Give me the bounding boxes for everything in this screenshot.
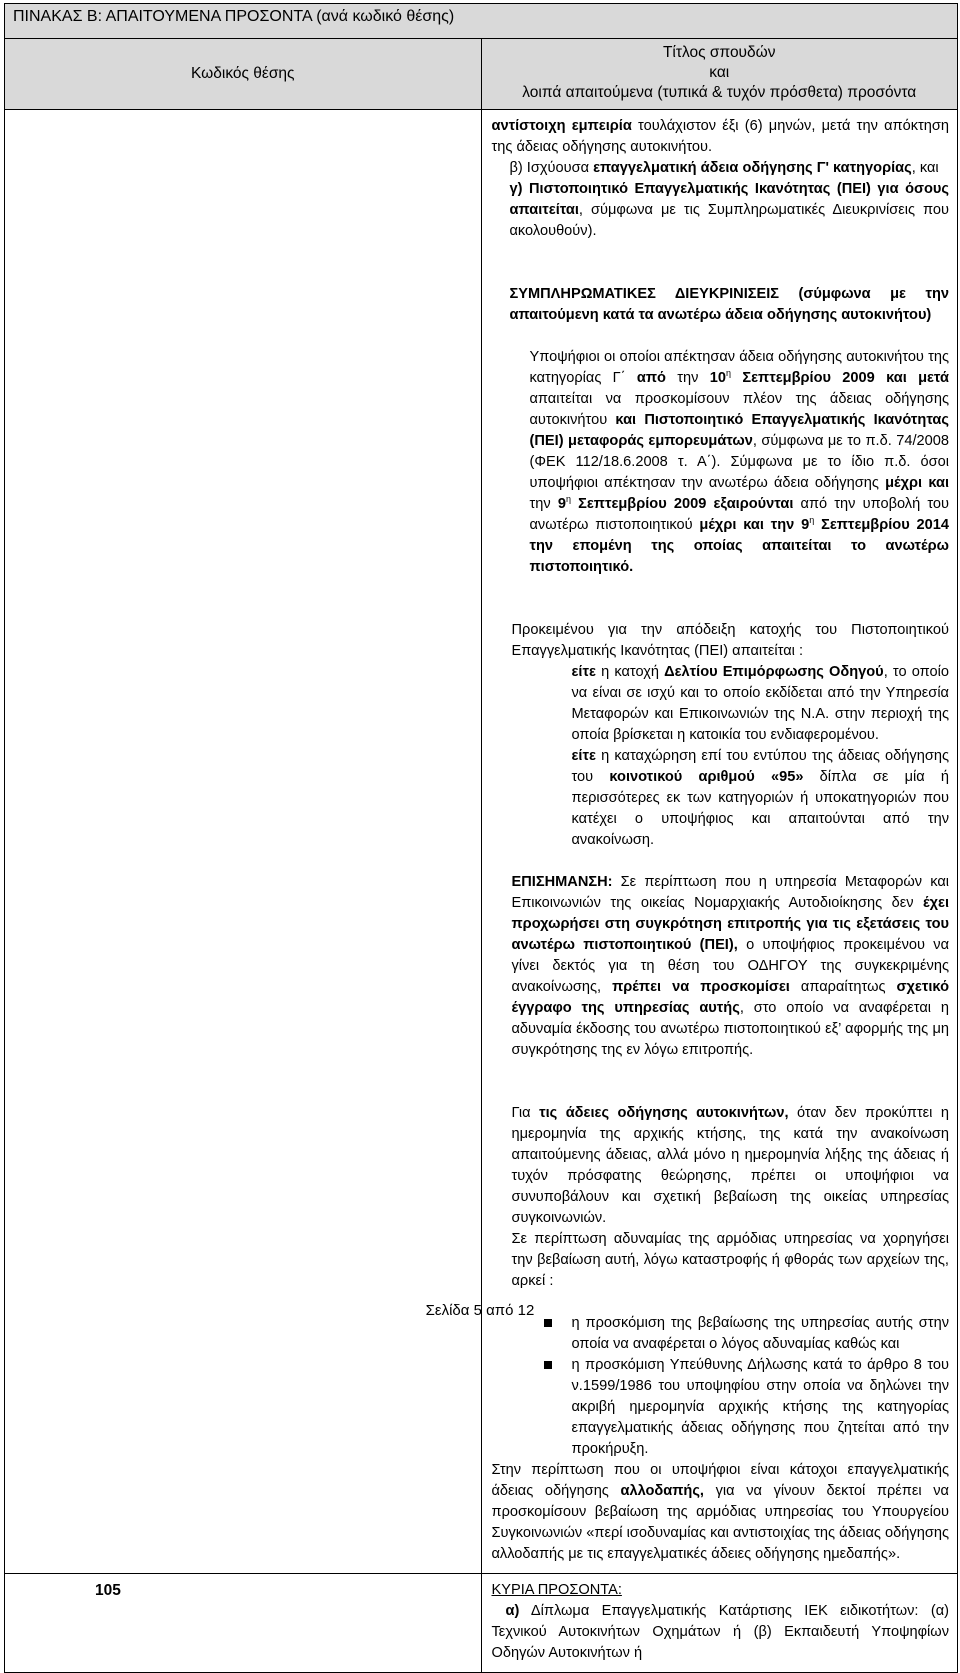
- header-position-code: Κωδικός θέσης: [5, 39, 482, 110]
- proof-intro: Προκειμένου για την απόδειξη κατοχής του Πιστοποιητικού Επαγγελματικής Ικανότητας (ΠΕΙ) απαιτείται :: [511, 622, 949, 659]
- supplementary-paragraph: Υποψήφιοι οι οποίοι απέκτησαν άδεια οδήγησης αυτοκινήτου της κατηγορίας Γ΄ από την $10^\eta$ Σεπτεμβρίου 2009 και μετά απαιτείται να προσκομίσουν πλέον της άδειας οδήγησης αυτοκινήτου και Πιστοποιητικό Επαγγελματικής Ικανότητας (ΠΕΙ) μεταφοράς εμπορευμάτων, σύμφωνα με το π.δ. 74/2008 (ΦΕΚ 112/18.6.2008 τ. Α΄). Σύμφωνα με το ίδιο π.δ. όσοι υποψήφιοι απέκτησαν την ανωτέρω άδεια οδήγησης μέχρι και την $9^\eta$ Σεπτεμβρίου 2009 εξαιρούνται από την υποβολή του ανωτέρω πιστοποιητικού μέχρι και την $9^\eta$ Σεπτεμβρίου 2014 την επομένη της οποίας απαιτείται το ανωτέρω πιστοποιητικό.: [529, 349, 949, 575]
- licenses-foreign: Στην περίπτωση που οι υποψήφιοι είναι κάτοχοι επαγγελματικής άδειας οδήγησης αλλοδαπής, για να γίνουν δεκτοί πρέπει να προσκομίσουν βεβαίωση της αρμόδιας υπηρεσίας του Υπουργείου Συγκοινωνιών «περί ισοδυναμίας και αντιστοιχίας της άδειας οδήγησης αλλοδαπής με τις επαγγελματικές άδειες οδήγησης ημεδαπής».: [491, 1462, 949, 1562]
- header-qualifications: [481, 39, 958, 110]
- qualifications-cell: [481, 110, 958, 1574]
- licenses-bullet-2: η προσκόμιση Υπεύθυνης Δήλωσης κατά το άρθρο 8 του ν.1599/1986 του υποψηφίου στην οποία να δηλώνει την ακριβή ημερομηνία αρχικής κτήσης της κατηγορίας επαγγελματικής άδειας οδήγησης που ζητείται από την προκήρυξη.: [492, 1355, 950, 1460]
- intro-c: γ) Πιστοποιητικό Επαγγελματικής Ικανότητας (ΠΕΙ) για όσους απαιτείται, σύμφωνα με τις Συμπληρωματικές Διευκρινίσεις που ακολουθούν).: [509, 181, 949, 239]
- proof-either-2: είτε η καταχώρηση επί του εντύπου της άδειας οδήγησης του κοινοτικού αριθμού «95» δίπλα σε μία ή περισσότερες εκ των κατηγοριών ή υποκατηγοριών που κατέχει ο υποψήφιος και απαιτούνται από την ανακοίνωση.: [571, 748, 949, 848]
- intro-paragraph: αντίστοιχη εμπειρία τουλάχιστον έξι (6) μηνών, μετά την απόκτηση της άδειας οδήγησης αυτοκινήτου.: [491, 118, 949, 155]
- requirements-table: [4, 3, 958, 1673]
- position-code-105: 105: [5, 1574, 482, 1673]
- licenses-inability: Σε περίπτωση αδυναμίας της αρμόδιας υπηρεσίας να χορηγήσει την βεβαίωση αυτή, λόγω καταστροφής ή φθοράς των αρχείων της, αρκεί :: [511, 1231, 949, 1289]
- row105-qualifications: [481, 1574, 958, 1673]
- licenses-bullet-1: η προσκόμιση της βεβαίωσης της υπηρεσίας αυτής στην οποία να αναφέρεται ο λόγος αδυναμίας καθώς και: [492, 1313, 950, 1355]
- header-line-1: Τίτλος σπουδών: [662, 44, 776, 61]
- table-title: ΠΙΝΑΚΑΣ Β: ΑΠΑΙΤΟΥΜΕΝΑ ΠΡΟΣΟΝΤΑ (ανά κωδικό θέσης): [5, 4, 958, 39]
- licenses-paragraph: Για τις άδειες οδήγησης αυτοκινήτων, όταν δεν προκύπτει η ημερομηνία της αρχικής κτήσης, της κατά την ανακοίνωση απαιτούμενης άδειας, αλλά μόνο η ημερομηνία λήξης της άδειας ή τυχόν πρόσφατης θεώρησης, πρέπει οι υποψήφιοι να συνυποβάλουν και σχετική βεβαίωση της οικείας υπηρεσίας συγκοινωνιών.: [511, 1105, 949, 1226]
- notice-paragraph: ΕΠΙΣΗΜΑΝΣΗ: Σε περίπτωση που η υπηρεσία Μεταφορών και Επικοινωνιών της οικείας Νομαρχιακής Αυτοδιοίκησης δεν έχει προχωρήσει στη συγκρότηση επιτροπής για τις εξετάσεις του ανωτέρω πιστοποιητικού (ΠΕΙ), ο υποψήφιος προκειμένου να γίνει δεκτός για τη θέση του ΟΔΗΓΟΥ της συγκεκριμένης ανακοίνωσης, πρέπει να προσκομίσει απαραίτητως σχετικό έγγραφο της υπηρεσίας αυτής, στο οποίο να αναφέρεται η αδυναμία έκδοσης του ανωτέρω πιστοποιητικού εξ’ αφορμής της μη συγκρότησης της εν λόγω επιτροπής.: [511, 874, 950, 1058]
- row105-item-a: α) Δίπλωμα Επαγγελματικής Κατάρτισης ΙΕΚ ειδικοτήτων: (α) Τεχνικού Αυτοκινήτων Οχημάτων ή (β) Εκπαιδευτή Υποψηφίων Οδηγών Αυτοκινήτων ή: [491, 1603, 949, 1661]
- intro-b: β) Ισχύουσα επαγγελματική άδεια οδήγησης Γ' κατηγορίας, και: [509, 160, 939, 176]
- bullet-square-icon: [544, 1319, 552, 1327]
- header-line-3: λοιπά απαιτούμενα (τυπικά & τυχόν πρόσθετα) προσόντα: [522, 84, 917, 101]
- code-cell-empty: [5, 110, 482, 1574]
- supplementary-title: ΣΥΜΠΛΗΡΩΜΑΤΙΚΕΣ ΔΙΕΥΚΡΙΝΙΣΕΙΣ (σύμφωνα με την απαιτούμενη κατά τα ανωτέρω άδεια οδήγησης αυτοκινήτου): [509, 286, 949, 323]
- page-footer: Σελίδα 5 από 12: [425, 1302, 535, 1319]
- row105-title: ΚΥΡΙΑ ΠΡΟΣΟΝΤΑ:: [491, 1582, 622, 1598]
- header-line-2: και: [709, 64, 730, 81]
- proof-either-1: είτε η κατοχή Δελτίου Επιμόρφωσης Οδηγού, το οποίο να είναι σε ισχύ και το οποίο εκδίδεται από την Υπηρεσία Μεταφορών και Επικοινωνιών της Ν.Α. στην περιοχή της οποία βρίσκεται η κατοικία του ενδιαφερομένου.: [571, 664, 949, 743]
- bullet-square-icon: [544, 1361, 552, 1369]
